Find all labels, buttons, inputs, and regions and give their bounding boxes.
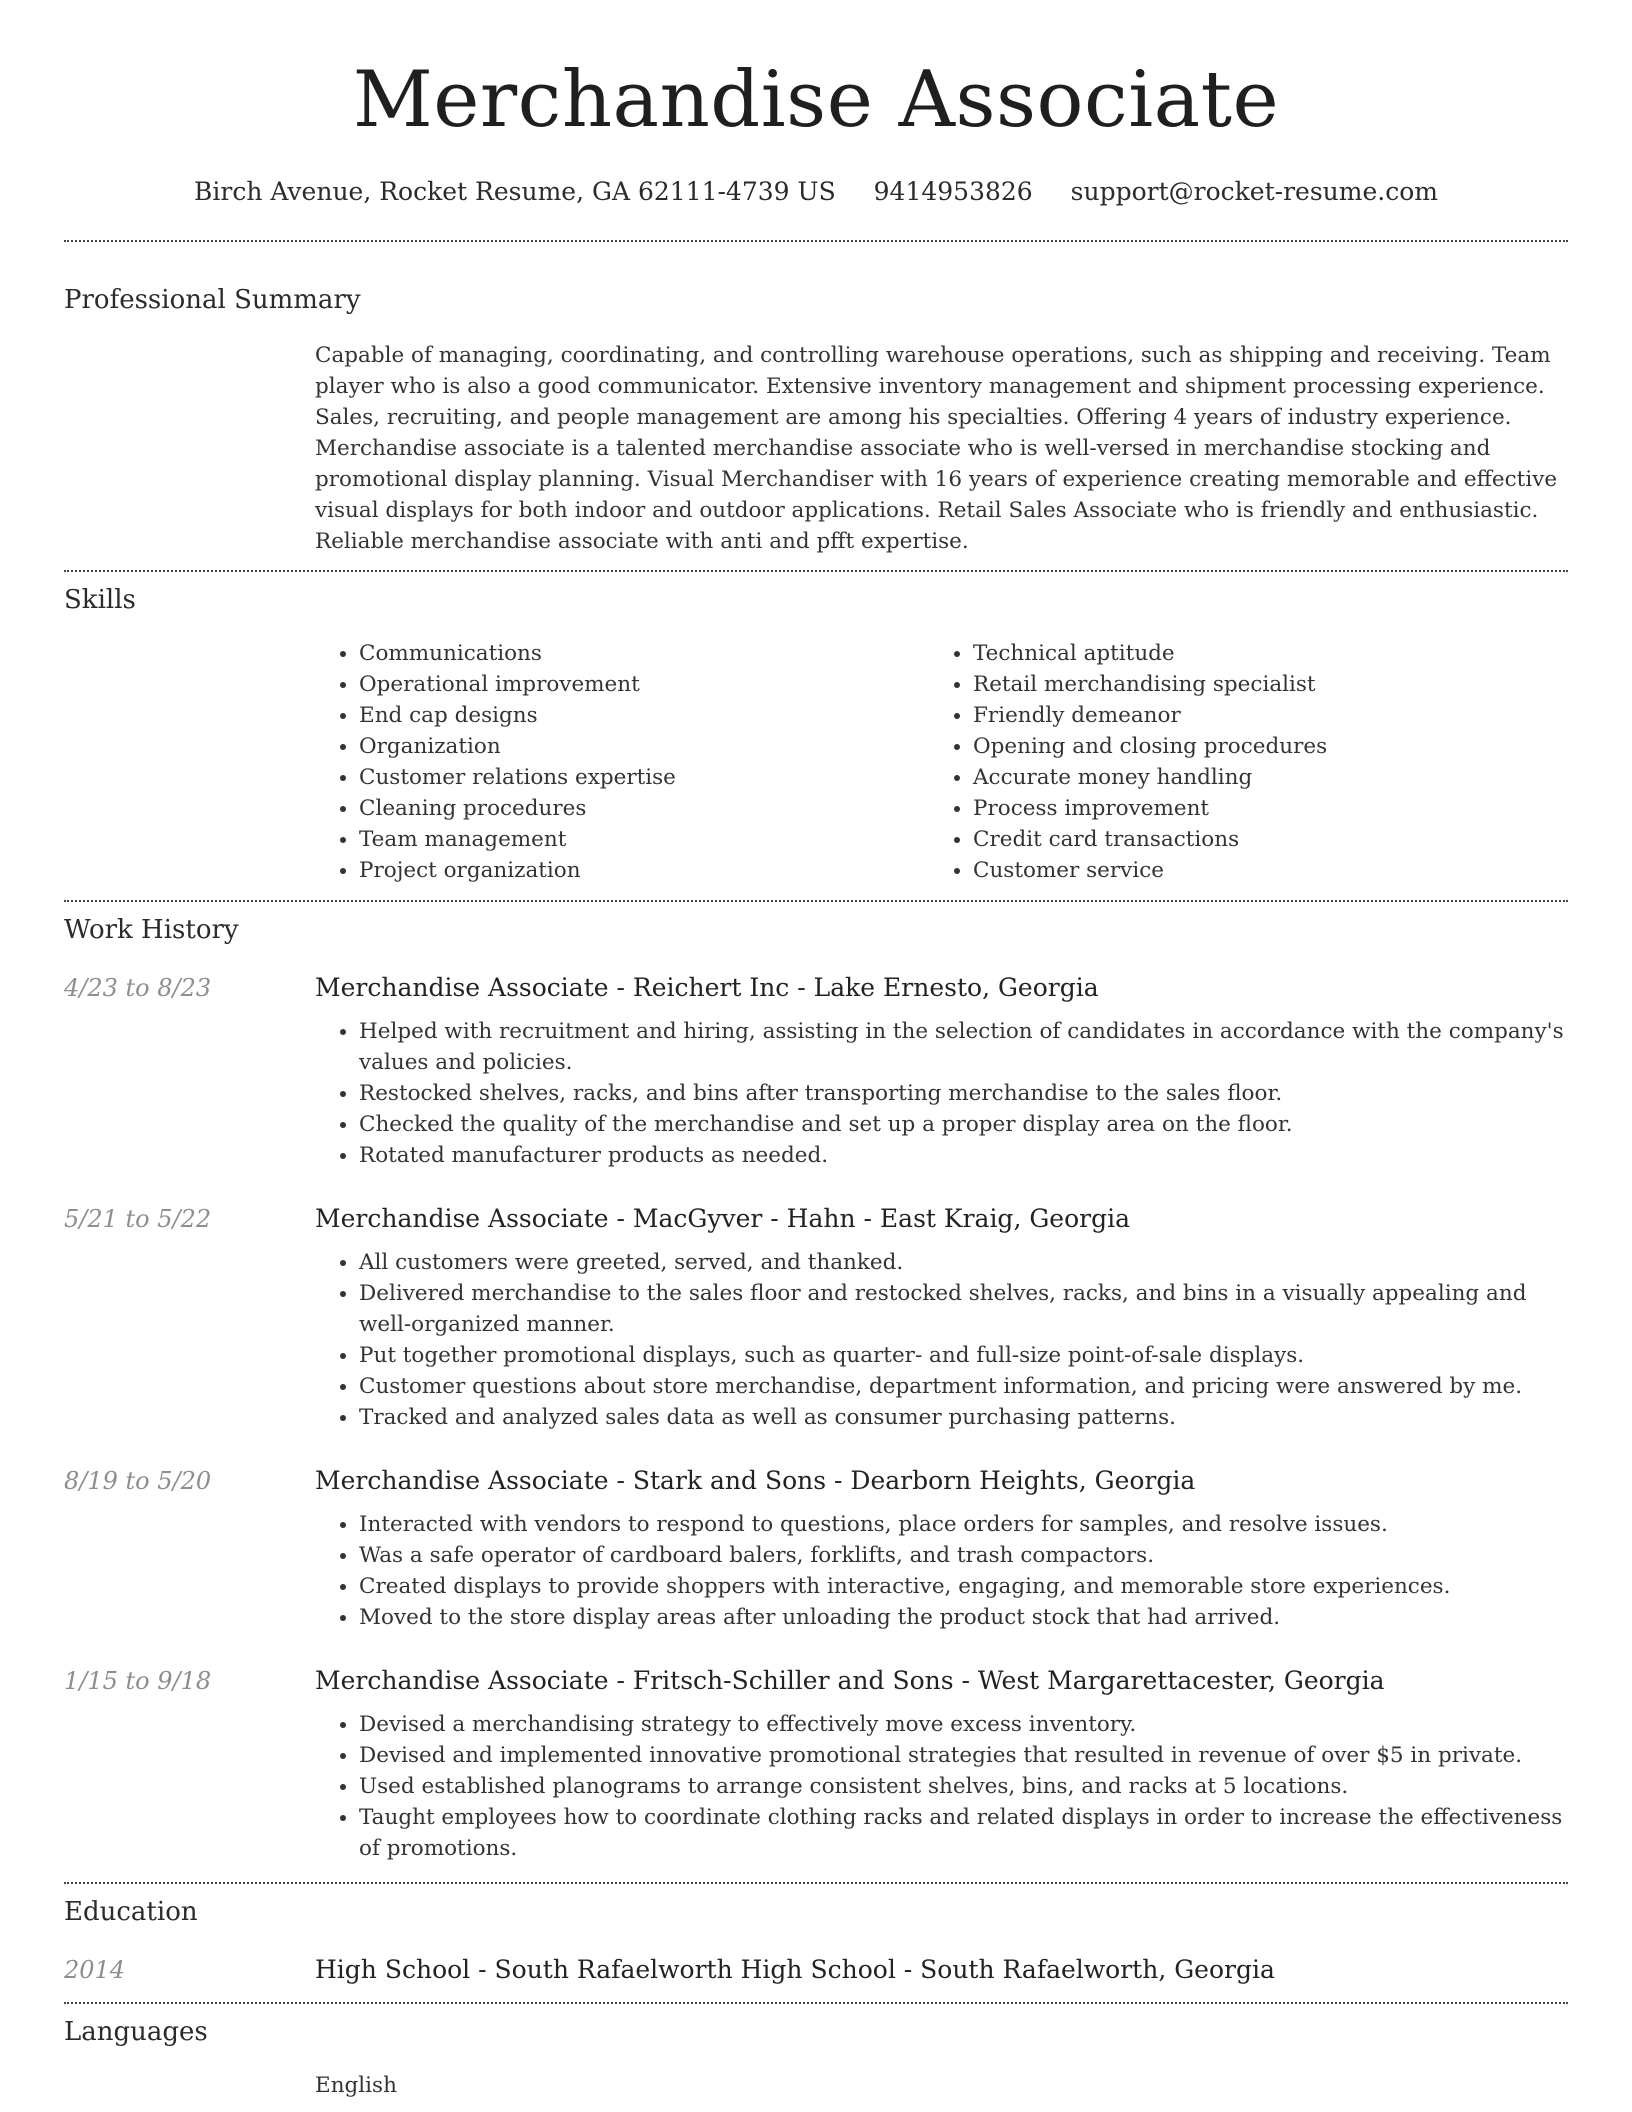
skill-item: • End cap designs (359, 700, 929, 731)
skill-item: • Friendly demeanor (973, 700, 1543, 731)
job-bullet: • Devised a merchandising strategy to effectively move excess inventory. (359, 1709, 1568, 1740)
job-heading: Merchandise Associate - Stark and Sons - Dearborn Heights, Georgia (315, 1466, 1196, 1495)
skills-grid (315, 618, 1568, 900)
job-entry (64, 1171, 1568, 1433)
skill-item: • Accurate money handling (973, 762, 1543, 793)
job-heading: Merchandise Associate - MacGyver - Hahn - East Kraig, Georgia (315, 1204, 1131, 1233)
job-bullets (315, 1237, 1568, 1433)
job-heading: Merchandise Associate - Fritsch-Schiller and Sons - West Margarettacester, Georgia (315, 1666, 1385, 1695)
skill-item: • Communications (359, 638, 929, 669)
job-bullet: • Created displays to provide shoppers with interactive, engaging, and memorable store experiences. (359, 1571, 1568, 1602)
skills-list-right (929, 638, 1543, 886)
skill-item: • Project organization (359, 855, 929, 886)
skill-item: • Team management (359, 824, 929, 855)
contact-address: Birch Avenue, Rocket Resume, GA 62111-4739 US (194, 177, 836, 206)
skills-list-left (315, 638, 929, 886)
summary-section (64, 242, 1568, 570)
job-bullet: • Restocked shelves, racks, and bins after transporting merchandise to the sales floor. (359, 1078, 1568, 1109)
job-bullet: • Taught employees how to coordinate clothing racks and related displays in order to increase the effectiveness of promotions. (359, 1802, 1568, 1864)
job-bullet: • Devised and implemented innovative promotional strategies that resulted in revenue of over $5 in private. (359, 1740, 1568, 1771)
job-bullet: • Rotated manufacturer products as needed. (359, 1140, 1568, 1171)
education-section (64, 1884, 1568, 2002)
skills-section (64, 572, 1568, 900)
skills-title: Skills (64, 585, 136, 615)
skill-item: • Retail merchandising specialist (973, 669, 1543, 700)
job-bullets (315, 1006, 1568, 1171)
job-date: 5/21 to 5/22 (64, 1205, 212, 1233)
job-date: 8/19 to 5/20 (64, 1467, 212, 1495)
job-bullet: • Helped with recruitment and hiring, assisting in the selection of candidates in accordance with the company's values and policies. (359, 1016, 1568, 1078)
skill-item: • Technical aptitude (973, 638, 1543, 669)
education-title: Education (64, 1897, 198, 1927)
education-date: 2014 (64, 1956, 126, 1984)
job-date: 1/15 to 9/18 (64, 1667, 212, 1695)
language-item: English (315, 2073, 397, 2098)
job-bullet: • All customers were greeted, served, and thanked. (359, 1247, 1568, 1278)
candidate-name: Merchandise Associate (352, 55, 1280, 145)
job-bullet: • Moved to the store display areas after unloading the product stock that had arrived. (359, 1602, 1568, 1633)
job-bullets (315, 1499, 1568, 1633)
contact-phone: 9414953826 (873, 177, 1033, 206)
skill-item: • Opening and closing procedures (973, 731, 1543, 762)
contact-email: support@rocket-resume.com (1070, 177, 1438, 206)
languages-section (64, 2004, 1568, 2101)
education-entry (64, 1930, 1568, 2002)
work-title: Work History (64, 915, 239, 945)
job-bullet: • Tracked and analyzed sales data as well as consumer purchasing patterns. (359, 1402, 1568, 1433)
job-bullet: • Was a safe operator of cardboard balers, forklifts, and trash compactors. (359, 1540, 1568, 1571)
job-bullet: • Customer questions about store merchandise, department information, and pricing were answered by me. (359, 1371, 1568, 1402)
languages-list (315, 2050, 1568, 2101)
resume-page (64, 0, 1568, 2101)
job-date: 4/23 to 8/23 (64, 974, 212, 1002)
job-entry (64, 1433, 1568, 1633)
languages-title: Languages (64, 2017, 208, 2047)
job-bullet: • Put together promotional displays, such as quarter- and full-size point-of-sale displays. (359, 1340, 1568, 1371)
work-section (64, 902, 1568, 1882)
skill-item: • Operational improvement (359, 669, 929, 700)
job-bullet: • Used established planograms to arrange consistent shelves, bins, and racks at 5 locations. (359, 1771, 1568, 1802)
job-bullet: • Checked the quality of the merchandise and set up a proper display area on the floor. (359, 1109, 1568, 1140)
skill-item: • Customer relations expertise (359, 762, 929, 793)
skill-item: • Credit card transactions (973, 824, 1543, 855)
job-bullet: • Delivered merchandise to the sales floor and restocked shelves, racks, and bins in a visually appealing and well-organized manner. (359, 1278, 1568, 1340)
job-entry (64, 1633, 1568, 1882)
job-bullet: • Interacted with vendors to respond to questions, place orders for samples, and resolve issues. (359, 1509, 1568, 1540)
skill-item: • Cleaning procedures (359, 793, 929, 824)
summary-title: Professional Summary (64, 285, 361, 315)
education-heading: High School - South Rafaelworth High School - South Rafaelworth, Georgia (315, 1955, 1275, 1984)
contact-line (64, 174, 1568, 210)
summary-text: Capable of managing, coordinating, and controlling warehouse operations, such as shipping and receiving. Team player who is also a good communicator. Extensive inventory management and shipment processing experience. Sales, recruiting, and people management are among his specialties. Offering 4 years of industry experience. Merchandise associate is a talented merchandise associate who is well-versed in merchandise stocking and promotional display planning. Visual Merchandiser with 16 years of experience creating memorable and effective visual displays for both indoor and outdoor applications. Retail Sales Associate who is friendly and enthusiastic. Reliable merchandise associate with anti and pfft expertise. (315, 343, 1558, 554)
skill-item: • Customer service (973, 855, 1543, 886)
skill-item: • Process improvement (973, 793, 1543, 824)
job-entry (64, 948, 1568, 1171)
skill-item: • Organization (359, 731, 929, 762)
job-bullets (315, 1699, 1568, 1882)
job-heading: Merchandise Associate - Reichert Inc - Lake Ernesto, Georgia (315, 973, 1099, 1002)
